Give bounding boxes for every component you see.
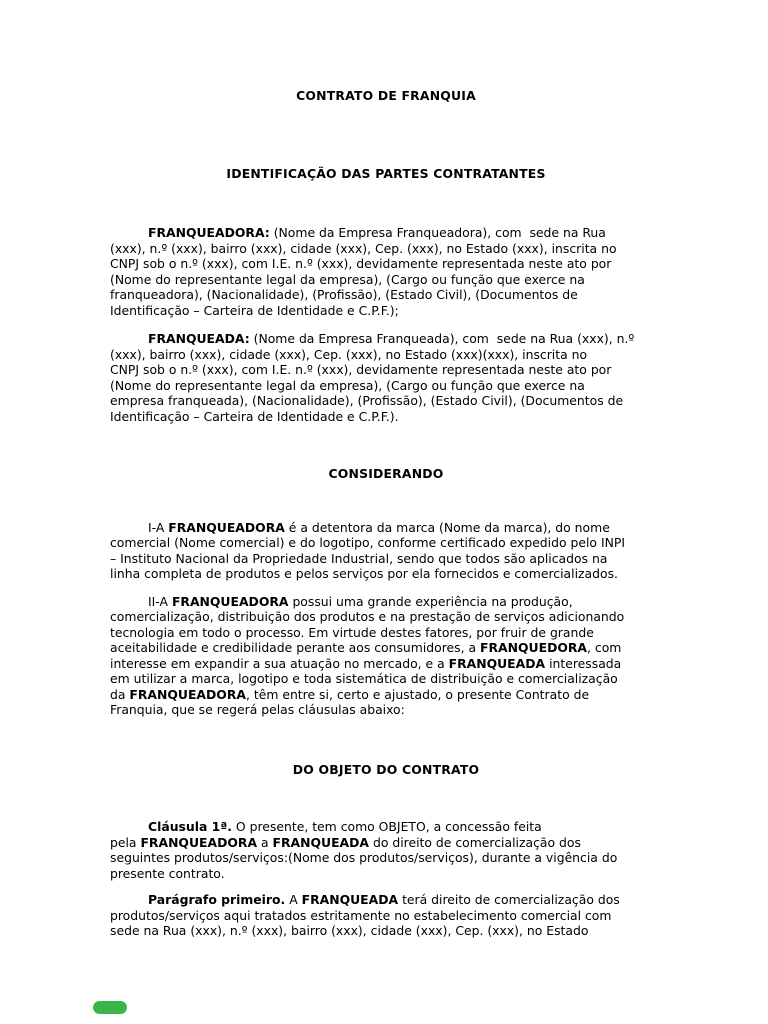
para-consideracao-ii-line-6: em utilizar a marca, logotipo e toda sistemática de distribuição e comercialização bbox=[110, 671, 618, 686]
para-consideracao-i bbox=[110, 520, 662, 582]
para-consideracao-i-line-2: comercial (Nome comercial) e do logotipo, conforme certificado expedido pelo INPI bbox=[110, 535, 626, 550]
para-franqueadora-line-5: franqueadora), (Nacionalidade), (Profissão), (Estado Civil), (Documentos de bbox=[110, 287, 578, 302]
contract-document bbox=[110, 88, 662, 939]
para-franqueadora-line-3: CNPJ sob o n.º (xxx), com I.E. n.º (xxx), devidamente representada neste ato por bbox=[110, 256, 612, 271]
para-franqueada-line-3: CNPJ sob o n.º (xxx), com I.E. n.º (xxx), devidamente representada neste ato por bbox=[110, 362, 612, 377]
para-consideracao-i-line-4: linha completa de produtos e pelos serviços por ela fornecidos e comercializados. bbox=[110, 566, 618, 581]
para-consideracao-ii-line-3: tecnologia em todo o processo. Em virtude destes fatores, por fruir de grande bbox=[110, 624, 594, 640]
para-franqueadora-line-1: FRANQUEADORA: (Nome da Empresa Franqueadora), com sede na Rua bbox=[148, 225, 606, 240]
para-clausula-1-line-1: Cláusula 1ª. O presente, tem como OBJETO, a concessão feita bbox=[148, 819, 542, 834]
para-consideracao-ii-line-8: Franquia, que se regerá pelas cláusulas abaixo: bbox=[110, 702, 405, 717]
para-franqueada bbox=[110, 331, 662, 424]
para-paragrafo-primeiro-line-1: Parágrafo primeiro. A FRANQUEADA terá direito de comercialização dos bbox=[148, 892, 620, 907]
para-clausula-1 bbox=[110, 819, 662, 881]
heading-objeto: DO OBJETO DO CONTRATO bbox=[292, 761, 480, 777]
para-consideracao-ii-line-7: da FRANQUEADORA, têm entre si, certo e ajustado, o presente Contrato de bbox=[110, 686, 590, 702]
para-clausula-1-line-3: seguintes produtos/serviços:(Nome dos produtos/serviços), durante a vigência do bbox=[110, 850, 618, 865]
para-franqueadora-line-2: (xxx), n.º (xxx), bairro (xxx), cidade (xxx), Cep. (xxx), no Estado (xxx), inscrita no bbox=[110, 240, 617, 256]
page-progress-marker bbox=[93, 1001, 127, 1014]
para-consideracao-i-line-3: – Instituto Nacional da Propriedade Industrial, sendo que todos são aplicados na bbox=[110, 550, 608, 566]
para-consideracao-ii-line-1: II-A FRANQUEADORA possui uma grande experiência na produção, bbox=[148, 593, 573, 609]
para-franqueada-line-2: (xxx), bairro (xxx), cidade (xxx), Cep. (xxx), no Estado (xxx)(xxx), inscrita no bbox=[110, 346, 588, 362]
heading-identificacao: IDENTIFICAÇÃO DAS PARTES CONTRATANTES bbox=[226, 165, 546, 181]
para-franqueadora bbox=[110, 225, 662, 318]
para-paragrafo-primeiro bbox=[110, 892, 662, 939]
para-franqueada-line-4: (Nome do representante legal da empresa), (Cargo ou função que exerce na bbox=[110, 377, 585, 393]
heading-titulo: CONTRATO DE FRANQUIA bbox=[296, 88, 476, 103]
para-franqueadora-line-6: Identificação – Carteira de Identidade e C.P.F.); bbox=[110, 302, 399, 318]
para-franqueada-line-6: Identificação – Carteira de Identidade e C.P.F.). bbox=[110, 408, 399, 424]
para-consideracao-ii-line-2: comercialização, distribuição dos produtos e na prestação de serviços adicionando bbox=[110, 609, 625, 624]
para-consideracao-i-line-1: I-A FRANQUEADORA é a detentora da marca (Nome da marca), do nome bbox=[148, 519, 610, 535]
para-paragrafo-primeiro-line-3: sede na Rua (xxx), n.º (xxx), bairro (xxx), cidade (xxx), Cep. (xxx), no Estado bbox=[110, 923, 589, 938]
para-paragrafo-primeiro-line-2: produtos/serviços aqui tratados estritamente no estabelecimento comercial com bbox=[110, 907, 612, 923]
para-franqueadora-line-4: (Nome do representante legal da empresa), (Cargo ou função que exerce na bbox=[110, 271, 585, 287]
para-franqueada-line-5: empresa franqueada), (Nacionalidade), (Profissão), (Estado Civil), (Documentos de bbox=[110, 393, 624, 408]
para-consideracao-ii-line-4: aceitabilidade e credibilidade perante aos consumidores, a FRANQUEDORA, com bbox=[110, 640, 622, 655]
para-consideracao-ii-line-5: interesse em expandir a sua atuação no mercado, e a FRANQUEADA interessada bbox=[110, 655, 622, 671]
para-clausula-1-line-4: presente contrato. bbox=[110, 865, 225, 881]
para-consideracao-ii bbox=[110, 594, 662, 718]
para-clausula-1-line-2: pela FRANQUEADORA a FRANQUEADA do direito de comercialização dos bbox=[110, 834, 581, 850]
heading-considerando: CONSIDERANDO bbox=[328, 466, 444, 481]
para-franqueada-line-1: FRANQUEADA: (Nome da Empresa Franqueada), com sede na Rua (xxx), n.º bbox=[148, 331, 635, 346]
